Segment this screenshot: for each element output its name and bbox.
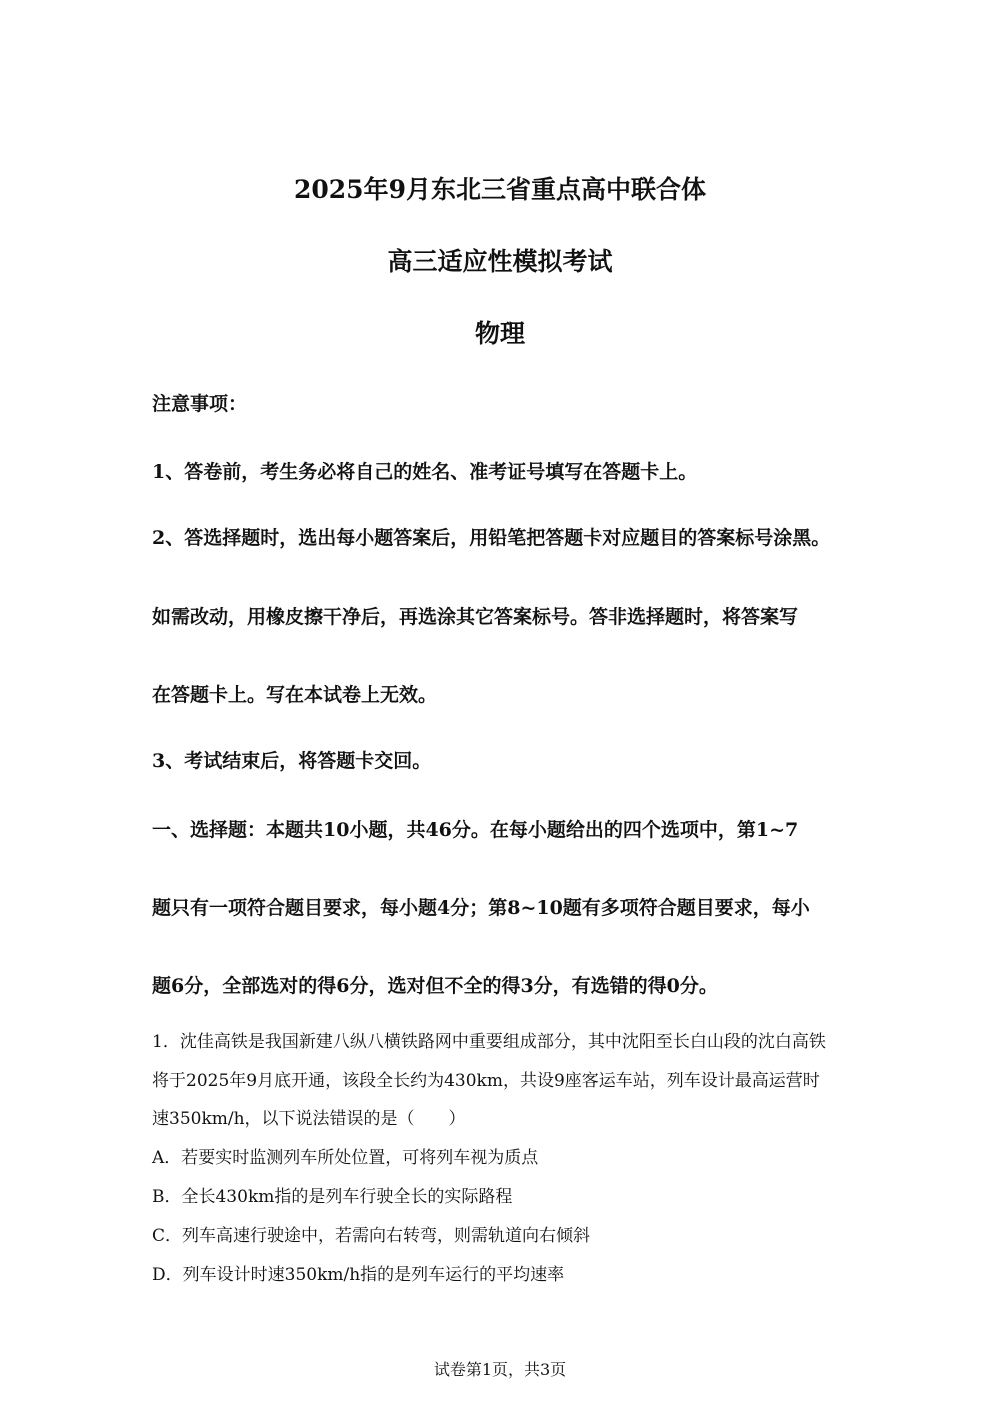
question-1-stem-line-1: 1．沈佳高铁是我国新建八纵八横铁路网中重要组成部分，其中沈阳至长白山段的沈白高铁 (152, 1032, 826, 1052)
question-1-option-c: C．列车高速行驶途中，若需向右转弯，则需轨道向右倾斜 (152, 1226, 591, 1246)
notes-item-2-line-3: 在答题卡上。写在本试卷上无效。 (152, 684, 438, 706)
section-instructions-line-3: 题6分，全部选对的得6分，选对但不全的得3分，有选错的得0分。 (152, 975, 718, 997)
question-1-stem-line-2: 将于2025年9月底开通，该段全长约为430km，共设9座客运车站，列车设计最高运营时 (152, 1071, 820, 1091)
section-instructions-line-2: 题只有一项符合题目要求，每小题4分；第8~10题有多项符合题目要求，每小 (152, 897, 810, 919)
question-1-option-a: A．若要实时监测列车所处位置，可将列车视为质点 (152, 1148, 539, 1168)
section-instructions-line-1: 一、选择题：本题共10小题，共46分。在每小题给出的四个选项中，第1~7 (152, 819, 799, 841)
question-1-option-d: D．列车设计时速350km/h指的是列车运行的平均速率 (152, 1265, 565, 1285)
notes-item-2-line-1: 2、答选择题时，选出每小题答案后，用铅笔把答题卡对应题目的答案标号涂黑。 (152, 527, 831, 549)
exam-subtitle: 高三适应性模拟考试 (387, 247, 613, 276)
page-footer: 试卷第1页，共3页 (433, 1360, 567, 1379)
notes-item-1: 1、答卷前，考生务必将自己的姓名、准考证号填写在答题卡上。 (152, 461, 698, 483)
subject-title: 物理 (474, 319, 525, 348)
notes-heading: 注意事项： (152, 393, 248, 415)
notes-item-2-line-2: 如需改动，用橡皮擦干净后，再选涂其它答案标号。答非选择题时，将答案写 (152, 606, 799, 628)
question-1-option-b: B．全长430km指的是列车行驶全长的实际路程 (152, 1187, 513, 1207)
question-1-stem-line-3: 速350km/h，以下说法错误的是（ ） (152, 1109, 466, 1129)
notes-item-3: 3、考试结束后，将答题卡交回。 (152, 750, 432, 772)
exam-title: 2025年9月东北三省重点高中联合体 (294, 175, 706, 204)
